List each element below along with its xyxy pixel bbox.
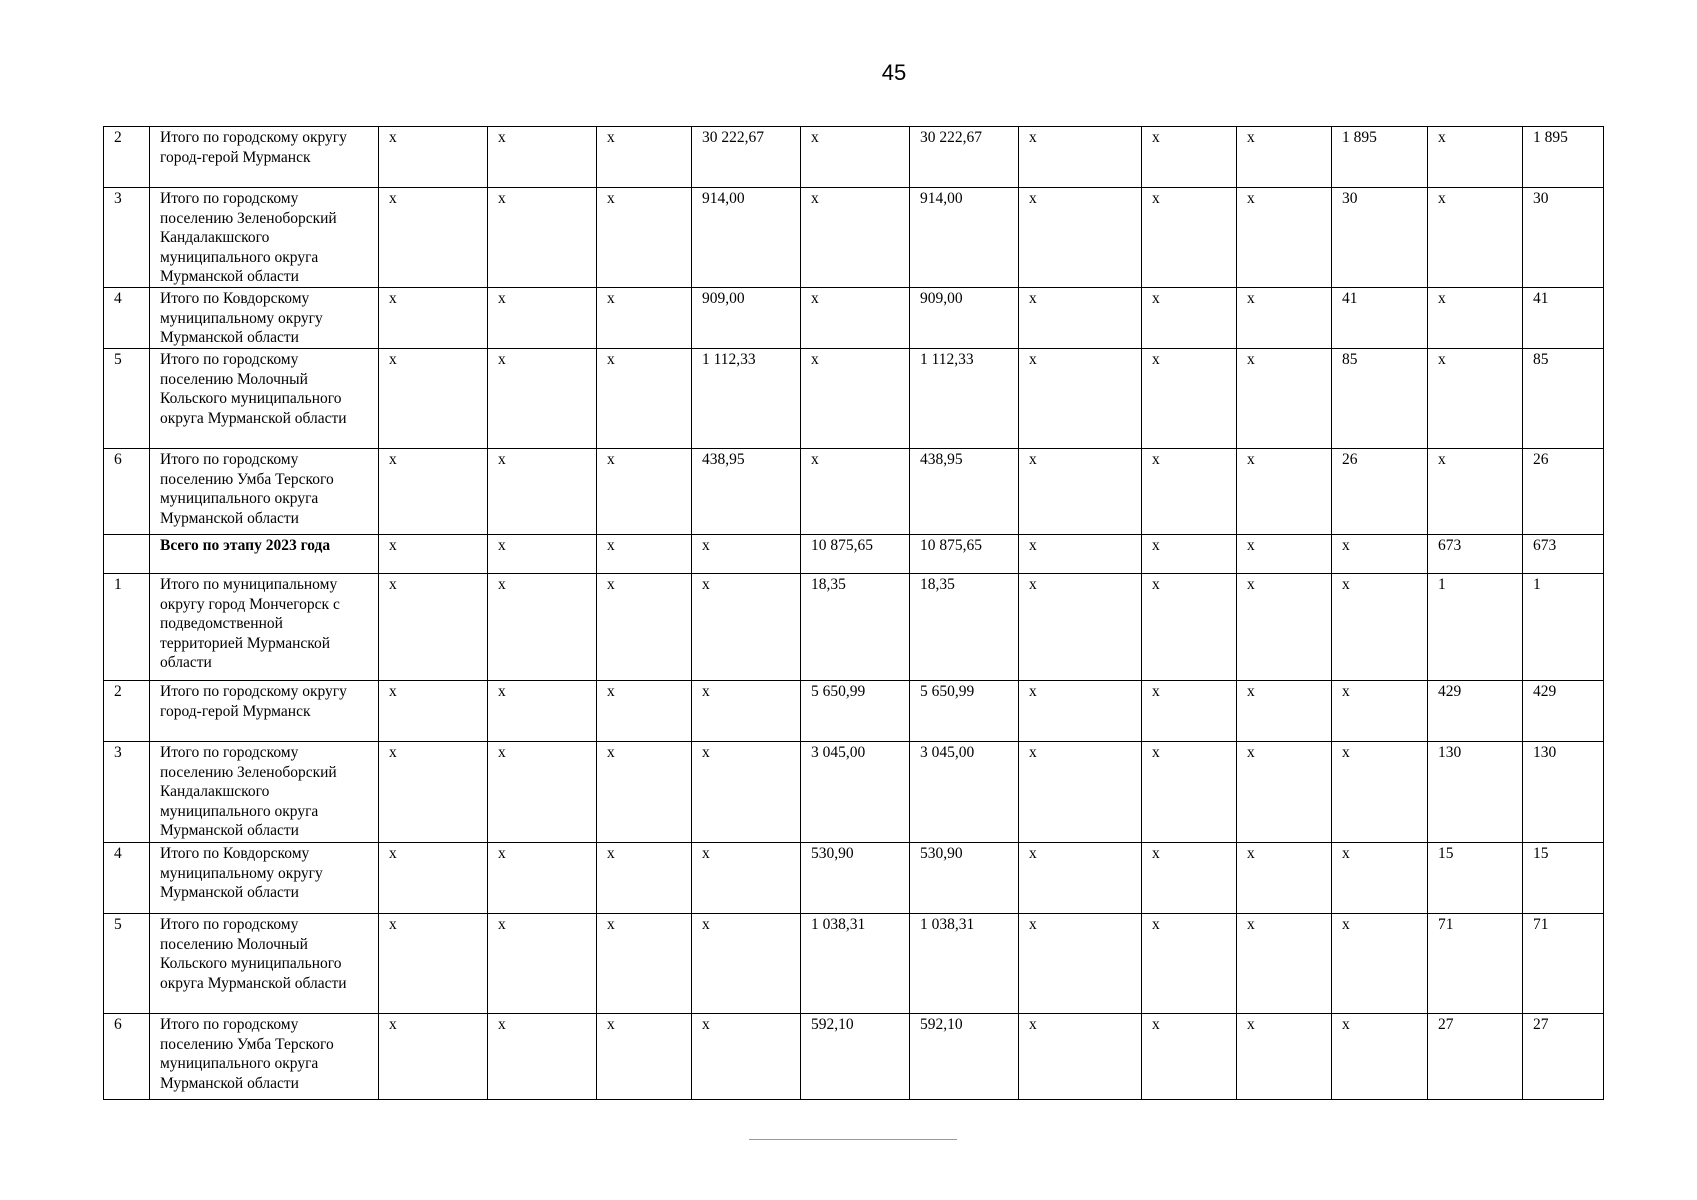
cell-col-13: 130 [1428, 742, 1523, 843]
cell-col-6: x [692, 742, 801, 843]
cell-col-5: x [597, 742, 692, 843]
cell-col-14: 1 895 [1523, 127, 1604, 188]
cell-col-7: 1 038,31 [801, 914, 910, 1014]
cell-col-4: x [488, 681, 597, 742]
cell-col-14: 130 [1523, 742, 1604, 843]
cell-col-14: 41 [1523, 288, 1604, 349]
cell-col-7: 18,35 [801, 574, 910, 681]
cell-row-name: Итого по городскому поселению Умба Терского муниципального округа Мурманской области [150, 1014, 379, 1100]
cell-col-12: x [1332, 574, 1428, 681]
table-row [104, 188, 1604, 288]
cell-row-number: 5 [104, 914, 150, 1014]
cell-col-4: x [488, 288, 597, 349]
cell-col-4: x [488, 349, 597, 449]
cell-row-number: 6 [104, 1014, 150, 1100]
cell-col-8: 1 038,31 [910, 914, 1019, 1014]
cell-col-7: x [801, 449, 910, 535]
cell-row-number: 2 [104, 127, 150, 188]
cell-col-7: x [801, 127, 910, 188]
cell-col-6: 914,00 [692, 188, 801, 288]
cell-row-number: 1 [104, 574, 150, 681]
page-number: 45 [881, 60, 907, 85]
cell-row-number: 3 [104, 188, 150, 288]
cell-col-5: x [597, 449, 692, 535]
cell-col-8: 438,95 [910, 449, 1019, 535]
cell-row-number: 2 [104, 681, 150, 742]
cell-col-13: 673 [1428, 535, 1523, 574]
cell-col-14: 85 [1523, 349, 1604, 449]
cell-col-12: 85 [1332, 349, 1428, 449]
data-table [103, 126, 1604, 1100]
cell-col-10: x [1142, 535, 1237, 574]
table-total-row [104, 535, 1604, 574]
table-row [104, 914, 1604, 1014]
cell-col-3: x [379, 349, 488, 449]
cell-col-5: x [597, 349, 692, 449]
cell-col-12: x [1332, 843, 1428, 914]
cell-col-13: x [1428, 449, 1523, 535]
cell-col-13: 27 [1428, 1014, 1523, 1100]
table-row [104, 843, 1604, 914]
cell-col-3: x [379, 742, 488, 843]
cell-col-4: x [488, 127, 597, 188]
cell-col-8: 1 112,33 [910, 349, 1019, 449]
cell-col-6: x [692, 574, 801, 681]
cell-col-8: 5 650,99 [910, 681, 1019, 742]
cell-col-9: x [1019, 288, 1142, 349]
table-body [104, 127, 1604, 1100]
table-row [104, 127, 1604, 188]
cell-col-7: 10 875,65 [801, 535, 910, 574]
cell-col-4: x [488, 843, 597, 914]
cell-row-number: 4 [104, 843, 150, 914]
cell-col-3: x [379, 449, 488, 535]
cell-col-14: 27 [1523, 1014, 1604, 1100]
cell-col-6: 909,00 [692, 288, 801, 349]
cell-col-14: 673 [1523, 535, 1604, 574]
cell-col-11: x [1237, 288, 1332, 349]
cell-col-3: x [379, 681, 488, 742]
table-row [104, 349, 1604, 449]
cell-col-3: x [379, 1014, 488, 1100]
cell-col-11: x [1237, 574, 1332, 681]
cell-col-11: x [1237, 188, 1332, 288]
cell-col-7: x [801, 288, 910, 349]
cell-col-12: x [1332, 681, 1428, 742]
cell-col-14: 71 [1523, 914, 1604, 1014]
table-row [104, 1014, 1604, 1100]
cell-col-11: x [1237, 1014, 1332, 1100]
cell-col-6: x [692, 914, 801, 1014]
cell-row-number [104, 535, 150, 574]
cell-col-14: 1 [1523, 574, 1604, 681]
cell-col-7: 3 045,00 [801, 742, 910, 843]
cell-col-12: x [1332, 742, 1428, 843]
cell-col-5: x [597, 843, 692, 914]
cell-col-11: x [1237, 127, 1332, 188]
cell-col-12: 1 895 [1332, 127, 1428, 188]
cell-col-4: x [488, 1014, 597, 1100]
cell-col-8: 10 875,65 [910, 535, 1019, 574]
cell-col-10: x [1142, 1014, 1237, 1100]
cell-col-8: 592,10 [910, 1014, 1019, 1100]
cell-col-9: x [1019, 449, 1142, 535]
cell-col-7: 530,90 [801, 843, 910, 914]
cell-col-9: x [1019, 188, 1142, 288]
cell-col-12: x [1332, 914, 1428, 1014]
cell-col-12: 30 [1332, 188, 1428, 288]
cell-col-4: x [488, 574, 597, 681]
table-row [104, 449, 1604, 535]
cell-col-7: 5 650,99 [801, 681, 910, 742]
cell-col-13: 15 [1428, 843, 1523, 914]
cell-col-5: x [597, 127, 692, 188]
cell-col-5: x [597, 1014, 692, 1100]
cell-row-name: Итого по городскому поселению Молочный Кольского муниципального округа Мурманской области [150, 914, 379, 1014]
cell-col-14: 429 [1523, 681, 1604, 742]
cell-col-4: x [488, 742, 597, 843]
cell-col-14: 30 [1523, 188, 1604, 288]
table-row [104, 742, 1604, 843]
cell-row-name: Всего по этапу 2023 года [150, 535, 379, 574]
cell-col-7: 592,10 [801, 1014, 910, 1100]
cell-row-name: Итого по городскому округу город-герой Мурманск [150, 681, 379, 742]
cell-row-name: Итого по Ковдорскому муниципальному округу Мурманской области [150, 288, 379, 349]
cell-col-11: x [1237, 535, 1332, 574]
cell-col-10: x [1142, 843, 1237, 914]
cell-col-8: 18,35 [910, 574, 1019, 681]
cell-row-name: Итого по городскому поселению Зеленоборский Кандалакшского муниципального округа Мурманской области [150, 188, 379, 288]
cell-col-10: x [1142, 188, 1237, 288]
cell-col-11: x [1237, 449, 1332, 535]
table-row [104, 574, 1604, 681]
cell-col-13: x [1428, 188, 1523, 288]
cell-col-8: 3 045,00 [910, 742, 1019, 843]
cell-col-10: x [1142, 574, 1237, 681]
cell-row-number: 5 [104, 349, 150, 449]
cell-col-6: x [692, 1014, 801, 1100]
cell-col-3: x [379, 535, 488, 574]
cell-col-9: x [1019, 574, 1142, 681]
cell-col-10: x [1142, 127, 1237, 188]
cell-col-11: x [1237, 914, 1332, 1014]
cell-col-14: 26 [1523, 449, 1604, 535]
cell-col-10: x [1142, 681, 1237, 742]
cell-row-name: Итого по городскому округу город-герой Мурманск [150, 127, 379, 188]
cell-row-name: Итого по городскому поселению Молочный Кольского муниципального округа Мурманской области [150, 349, 379, 449]
cell-col-13: 1 [1428, 574, 1523, 681]
cell-col-11: x [1237, 681, 1332, 742]
cell-row-number: 3 [104, 742, 150, 843]
cell-col-13: x [1428, 127, 1523, 188]
cell-col-9: x [1019, 1014, 1142, 1100]
cell-row-name: Итого по муниципальному округу город Мончегорск с подведомственной территорией Мурманской области [150, 574, 379, 681]
cell-col-6: x [692, 535, 801, 574]
cell-col-6: 30 222,67 [692, 127, 801, 188]
cell-col-4: x [488, 449, 597, 535]
cell-col-11: x [1237, 349, 1332, 449]
cell-col-9: x [1019, 843, 1142, 914]
cell-row-number: 4 [104, 288, 150, 349]
cell-col-13: 429 [1428, 681, 1523, 742]
cell-col-11: x [1237, 843, 1332, 914]
cell-col-13: x [1428, 288, 1523, 349]
cell-col-8: 914,00 [910, 188, 1019, 288]
table-row [104, 681, 1604, 742]
cell-col-10: x [1142, 288, 1237, 349]
cell-col-6: x [692, 843, 801, 914]
cell-col-12: x [1332, 1014, 1428, 1100]
cell-col-5: x [597, 188, 692, 288]
cell-col-4: x [488, 188, 597, 288]
cell-col-7: x [801, 188, 910, 288]
cell-col-3: x [379, 843, 488, 914]
cell-row-name: Итого по городскому поселению Умба Терского муниципального округа Мурманской области [150, 449, 379, 535]
cell-col-9: x [1019, 535, 1142, 574]
cell-col-13: x [1428, 349, 1523, 449]
cell-col-8: 30 222,67 [910, 127, 1019, 188]
table-row [104, 288, 1604, 349]
cell-col-9: x [1019, 681, 1142, 742]
cell-col-3: x [379, 127, 488, 188]
cell-col-5: x [597, 574, 692, 681]
cell-col-9: x [1019, 349, 1142, 449]
cell-col-6: 1 112,33 [692, 349, 801, 449]
cell-col-5: x [597, 535, 692, 574]
cell-col-13: 71 [1428, 914, 1523, 1014]
cell-col-12: 26 [1332, 449, 1428, 535]
cell-col-3: x [379, 914, 488, 1014]
cell-col-7: x [801, 349, 910, 449]
cell-col-9: x [1019, 127, 1142, 188]
cell-row-name: Итого по городскому поселению Зеленоборский Кандалакшского муниципального округа Мурманской области [150, 742, 379, 843]
cell-col-3: x [379, 288, 488, 349]
cell-col-5: x [597, 288, 692, 349]
cell-col-11: x [1237, 742, 1332, 843]
cell-col-8: 530,90 [910, 843, 1019, 914]
cell-col-10: x [1142, 349, 1237, 449]
cell-col-9: x [1019, 914, 1142, 1014]
cell-col-6: 438,95 [692, 449, 801, 535]
cell-col-3: x [379, 574, 488, 681]
cell-col-12: x [1332, 535, 1428, 574]
cell-col-3: x [379, 188, 488, 288]
cell-row-number: 6 [104, 449, 150, 535]
cell-col-8: 909,00 [910, 288, 1019, 349]
cell-col-14: 15 [1523, 843, 1604, 914]
cell-col-10: x [1142, 742, 1237, 843]
cell-row-name: Итого по Ковдорскому муниципальному округу Мурманской области [150, 843, 379, 914]
cell-col-10: x [1142, 914, 1237, 1014]
cell-col-4: x [488, 535, 597, 574]
cell-col-12: 41 [1332, 288, 1428, 349]
cell-col-4: x [488, 914, 597, 1014]
cell-col-9: x [1019, 742, 1142, 843]
cell-col-5: x [597, 681, 692, 742]
cell-col-10: x [1142, 449, 1237, 535]
cell-col-5: x [597, 914, 692, 1014]
bottom-separator [749, 1139, 957, 1140]
cell-col-6: x [692, 681, 801, 742]
